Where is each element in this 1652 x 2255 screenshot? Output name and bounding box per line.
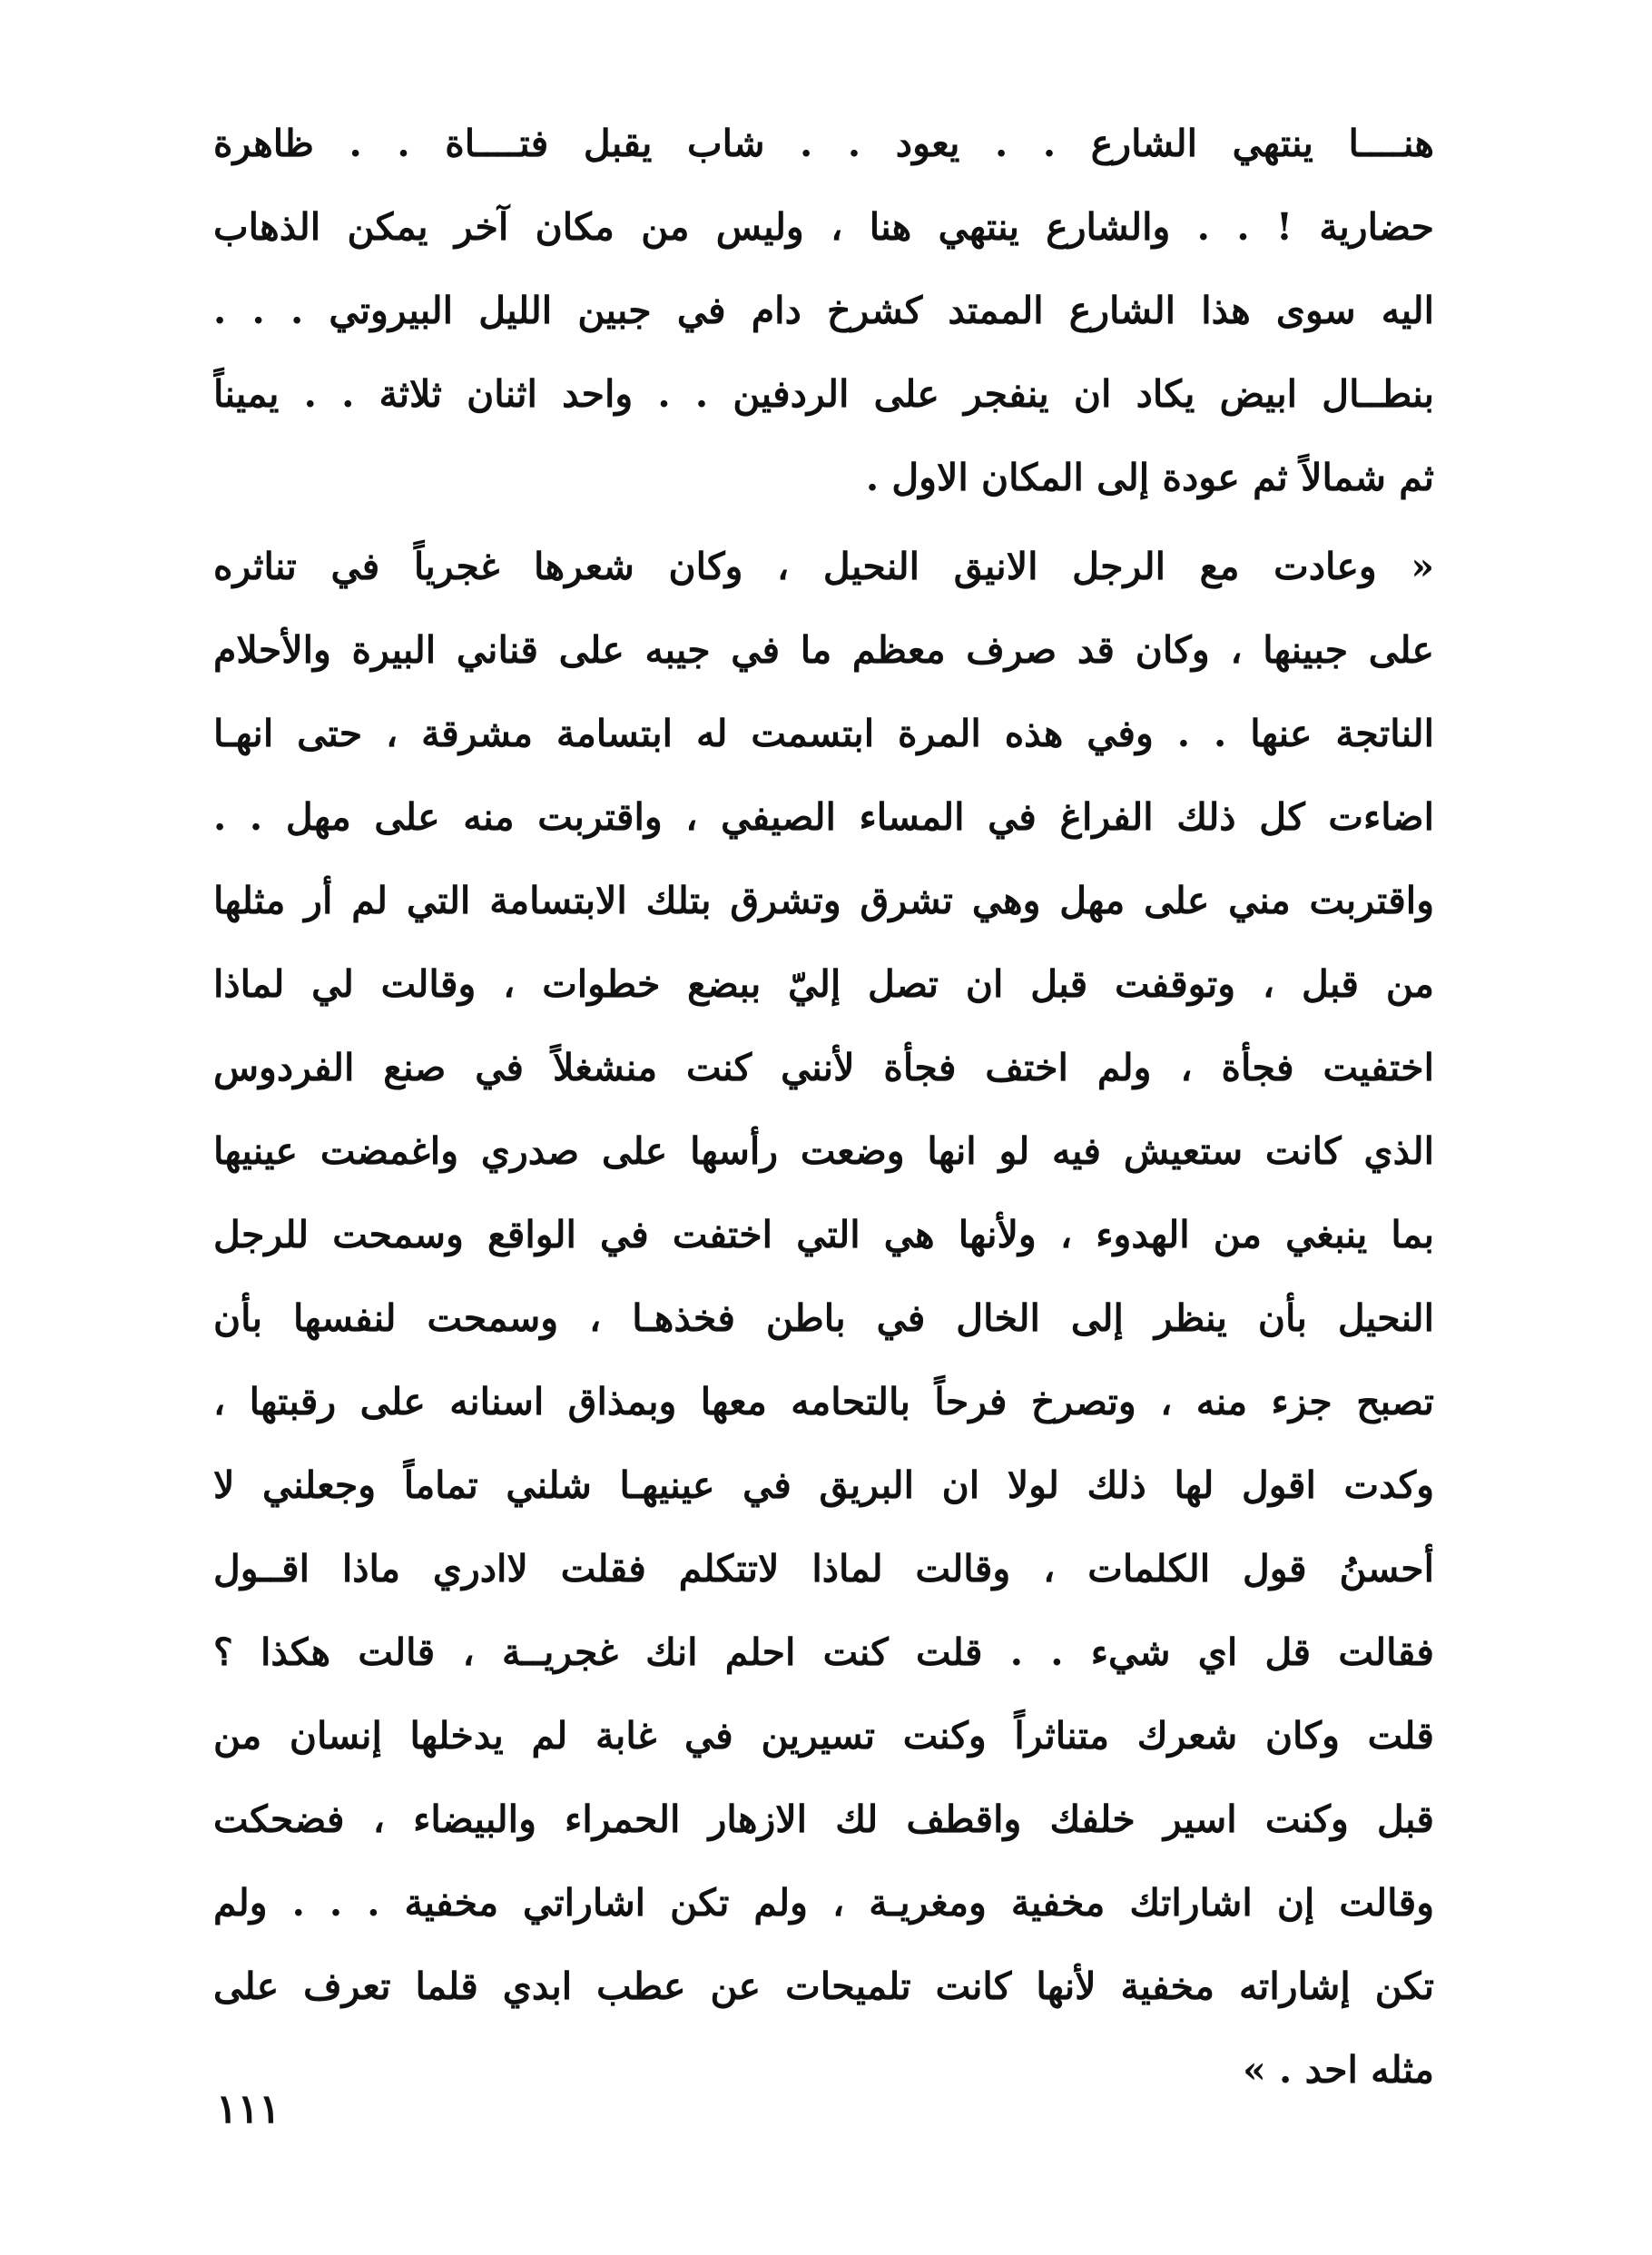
text-line: واقتربت مني على مهل وهي تشرق وتشرق بتلك الابتسامة التي لم أر مثلها [213, 879, 1434, 922]
text-line: بما ينبغي من الهدوء ، ولأنها هي التي اختفت في الواقع وسمحت للرجل [213, 1213, 1434, 1256]
text-line: هنــــا ينتهي الشارع . . يعود . . شاب يقبل فتــــاة . . ظاهرة [213, 122, 1434, 165]
text-line: وقالت إن اشاراتك مخفية ومغريـة ، ولم تكن اشاراتي مخفية . . . ولم [213, 1881, 1434, 1925]
text-line: اختفيت فجأة ، ولم اختف فجأة لأنني كنت منشغلاً في صنع الفردوس [213, 1046, 1434, 1089]
text-line: على جبينها ، وكان قد صرف معظم ما في جيبه على قناني البيرة والأحلام [213, 628, 1434, 672]
text-line: وكدت اقول لها ذلك لولا ان البريق في عينيهـا شلني تماماً وجعلني لا [213, 1463, 1434, 1507]
text-line: اليه سوى هذا الشارع الممتد كشرخ دام في جبين الليل البيروتي . . . [213, 289, 1434, 332]
text-line: النحيل بأن ينظر إلى الخال في باطن فخذهـا ، وسمحت لنفسها بأن [213, 1296, 1434, 1340]
text-line: قلت وكان شعرك متناثراً وكنت تسيرين في غابة لم يدخلها إنسان من [213, 1714, 1434, 1758]
text-line: الناتجة عنها . . وفي هذه المرة ابتسمت له ابتسامة مشرقة ، حتى انهـا [213, 712, 1434, 755]
body-text [213, 102, 1434, 2112]
text-line: اضاءت كل ذلك الفراغ في المساء الصيفي ، واقتربت منه على مهل . . [213, 795, 1434, 839]
text-line: تصبح جزء منه ، وتصرخ فرحاً بالتحامه معها وبمذاق اسنانه على رقبتها ، [213, 1380, 1434, 1423]
text-line: تكن إشاراته مخفية لأنها كانت تلميحات عن عطب ابدي قلما تعرف على [213, 1965, 1434, 2008]
text-line: الذي كانت ستعيش فيه لو انها وضعت رأسها على صدري واغمضت عينيها [213, 1129, 1434, 1173]
page-number: ١١١ [216, 2086, 280, 2132]
text-line: حضارية ! . . والشارع ينتهي هنا ، وليس من مكان آخر يمكن الذهاب [213, 205, 1434, 249]
text-line: فقالت قل اي شيء . . قلت كنت احلم انك غجريــة ، قالت هكذا ؟ [213, 1630, 1434, 1674]
text-line: قبل وكنت اسير خلفك واقطف لك الازهار الحمراء والبيضاء ، فضحكت [213, 1797, 1434, 1841]
text-line: أحسنُ قول الكلمات ، وقالت لماذا لاتتكلم فقلت لاادري ماذا اقــول [213, 1547, 1434, 1590]
text-line: بنطــال ابيض يكاد ان ينفجر على الردفين . . واحد اثنان ثلاثة . . يميناً [213, 372, 1434, 416]
text-line: من قبل ، وتوقفت قبل ان تصل إليّ ببضع خطوات ، وقالت لي لماذا [213, 962, 1434, 1006]
text-line: ثم شمالاً ثم عودة إلى المكان الاول . [865, 456, 1434, 499]
text-line: « وعادت مع الرجل الانيق النحيل ، وكان شعرها غجرياً في تناثره [213, 545, 1434, 588]
text-line: مثله احد . » [1243, 2048, 1434, 2092]
